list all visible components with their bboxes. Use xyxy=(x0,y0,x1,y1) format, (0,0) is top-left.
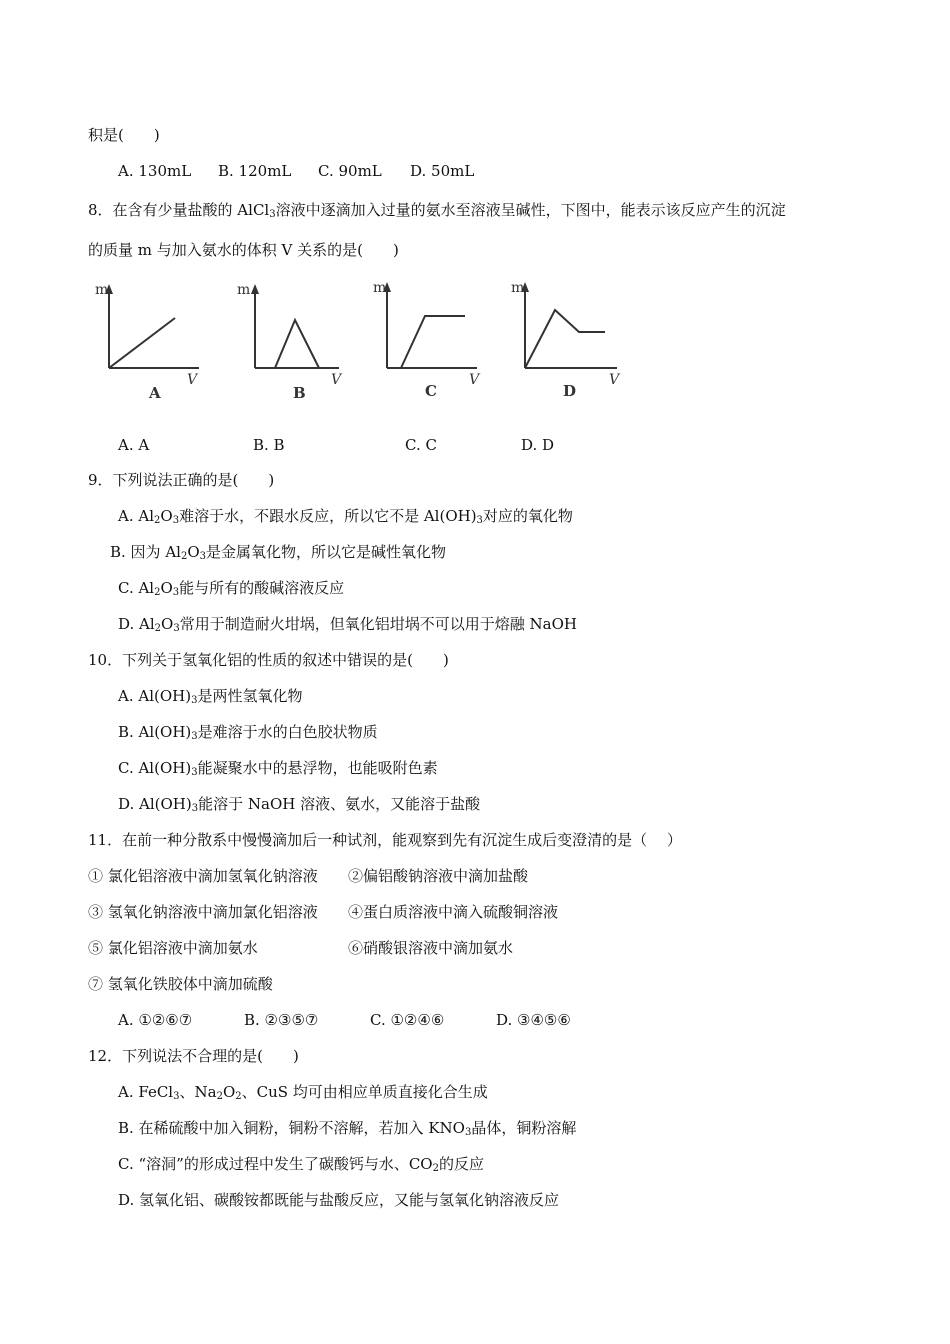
q12-option-c: C. “溶洞”的形成过程中发生了碳酸钙与水、$CO_2$的反应 xyxy=(118,1155,484,1174)
q11-option-d: D. ③④⑤⑥ xyxy=(496,1011,571,1029)
q11-options xyxy=(118,1009,571,1031)
q9-option-b: B. 因为 $Al_2O_3$是金属氧化物，所以它是碱性氧化物 xyxy=(110,543,447,562)
q7-option-c: C. 90mL xyxy=(318,162,382,180)
graph-a-curve xyxy=(109,318,175,368)
graph-c-svg xyxy=(375,280,485,405)
graph-b-curve xyxy=(275,320,319,368)
q11-items-row3 xyxy=(88,937,513,959)
graph-d-curve xyxy=(525,310,605,368)
q11-item-6: ⑥硝酸银溶液中滴加氨水 xyxy=(348,939,514,957)
q11-item-1: ① 氯化铝溶液中滴加氢氧化钠溶液 xyxy=(88,867,318,885)
q11-item-3: ③ 氢氧化钠溶液中滴加氯化铝溶液 xyxy=(88,903,318,921)
graph-d-x-label: V xyxy=(609,372,620,388)
graph-a-svg xyxy=(95,280,205,405)
graph-a-y-label: m xyxy=(95,282,109,298)
q8-stem-line2: 的质量 m 与加入氨水的体积 V 关系的是( ) xyxy=(88,241,399,259)
q11-items-row1 xyxy=(88,865,528,887)
q10-option-b: B. $Al(OH)_3$是难溶于水的白色胶状物质 xyxy=(118,723,378,742)
q12-option-a: A. FeCl$_3$、$Na_2O_2$、CuS 均可由相应单质直接化合生成 xyxy=(118,1083,488,1102)
graph-c-x-label: V xyxy=(469,372,480,388)
graph-a-label: A xyxy=(149,384,161,402)
graph-d-svg xyxy=(511,280,625,405)
graph-b xyxy=(235,280,345,405)
q7-options xyxy=(118,160,474,182)
q8-stem-line1: 8．在含有少量盐酸的 AlCl$_3$溶液中逐滴加入过量的氨水至溶液呈碱性，下图中，能表示该反应产生的沉淀 xyxy=(88,201,786,220)
q7-option-d: D. 50mL xyxy=(410,162,475,180)
graph-a xyxy=(95,280,205,405)
graph-b-x-label: V xyxy=(331,372,342,388)
q11-stem: 11．在前一种分散系中慢慢滴加后一种试剂，能观察到先有沉淀生成后变澄清的是（ ） xyxy=(88,831,682,849)
graph-b-y-arrow xyxy=(251,284,259,294)
q9-option-d: D. $Al_2O_3$常用于制造耐火坩埚，但氧化铝坩埚不可以用于熔融 NaOH xyxy=(118,615,577,634)
graph-a-x-label: V xyxy=(187,372,198,388)
q9-option-a: A. $Al_2O_3$难溶于水，不跟水反应，所以它不是 $Al(OH)_3$对应的氧化物 xyxy=(118,507,573,526)
graph-c xyxy=(375,280,485,405)
graph-c-curve xyxy=(401,316,465,368)
graph-b-svg xyxy=(235,280,345,405)
q12-stem: 12．下列说法不合理的是( ) xyxy=(88,1047,299,1065)
graph-c-y-label: m xyxy=(373,280,387,296)
graph-d-y-label: m xyxy=(511,280,525,296)
q10-option-a: A. $Al(OH)_3$是两性氢氧化物 xyxy=(118,687,303,706)
q10-stem: 10．下列关于氢氧化铝的性质的叙述中错误的是( ) xyxy=(88,651,449,669)
q8-option-b: B. B xyxy=(253,436,285,454)
q11-item-4: ④蛋白质溶液中滴入硫酸铜溶液 xyxy=(348,903,559,921)
q10-option-c: C. $Al(OH)_3$能凝聚水中的悬浮物，也能吸附色素 xyxy=(118,759,438,778)
q11-option-c: C. ①②④⑥ xyxy=(370,1011,445,1029)
q7-option-a: A. 130mL xyxy=(118,162,192,180)
graph-b-label: B xyxy=(293,384,306,402)
q11-item-5: ⑤ 氯化铝溶液中滴加氨水 xyxy=(88,939,258,957)
q7-option-b: B. 120mL xyxy=(218,162,292,180)
q8-options xyxy=(118,434,554,456)
q11-items-row2 xyxy=(88,901,558,923)
q9-stem: 9．下列说法正确的是( ) xyxy=(88,471,275,489)
graph-d-label: D xyxy=(563,382,577,400)
q8-option-c: C. C xyxy=(405,436,437,454)
q11-item-2: ②偏铝酸钠溶液中滴加盐酸 xyxy=(348,867,529,885)
q11-option-a: A. ①②⑥⑦ xyxy=(118,1011,193,1029)
graph-c-label: C xyxy=(425,382,437,400)
q12-option-d: D. 氢氧化铝、碳酸铵都既能与盐酸反应，又能与氢氧化钠溶液反应 xyxy=(118,1191,560,1209)
q8-option-d: D. D xyxy=(521,436,555,454)
q9-option-c: C. $Al_2O_3$能与所有的酸碱溶液反应 xyxy=(118,579,345,598)
q8-graphs xyxy=(95,280,635,410)
q11-item-7: ⑦ 氢氧化铁胶体中滴加硫酸 xyxy=(88,975,273,993)
q10-option-d: D. $Al(OH)_3$能溶于 NaOH 溶液、氨水，又能溶于盐酸 xyxy=(118,795,481,814)
q12-option-b: B. 在稀硫酸中加入铜粉，铜粉不溶解，若加入 $KNO_3$晶体，铜粉溶解 xyxy=(118,1119,577,1138)
graph-b-y-label: m xyxy=(237,282,251,298)
q8-option-a: A. A xyxy=(118,436,150,454)
q11-option-b: B. ②③⑤⑦ xyxy=(244,1011,319,1029)
q7-stem-continuation: 积是( ) xyxy=(88,126,160,144)
graph-d xyxy=(511,280,625,405)
